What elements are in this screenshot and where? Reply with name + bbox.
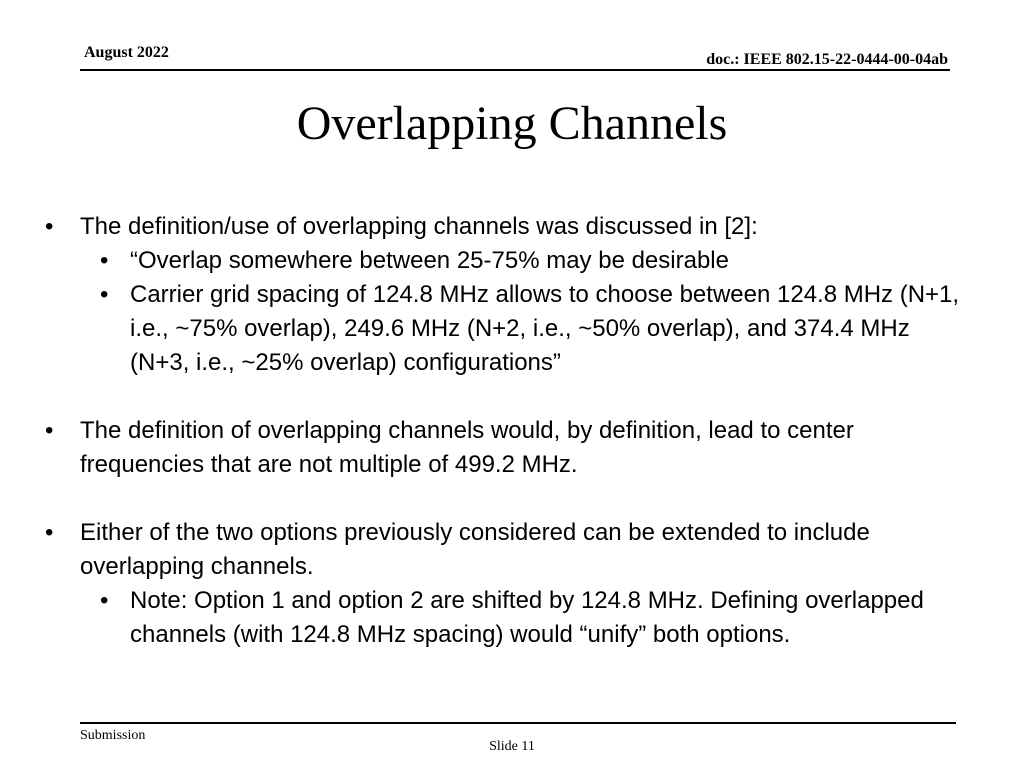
bullet-1-sub-1	[0, 244, 970, 278]
bullet-1-sub-2	[0, 278, 970, 380]
bullet-dot: •	[45, 213, 54, 240]
header-date: August 2022	[84, 44, 169, 61]
bullet-1-sub-1-text: “Overlap somewhere between 25-75% may be desirable	[130, 247, 729, 274]
bullet-1-text: The definition/use of overlapping channels was discussed in [2]:	[80, 213, 758, 240]
spacer	[0, 380, 1024, 414]
bullet-3	[0, 516, 965, 584]
sub-bullet-dot: •	[100, 247, 109, 274]
sub-bullet-dot: •	[100, 281, 109, 308]
bullet-3-text: Either of the two options previously considered can be extended to include overlapping channels.	[80, 519, 870, 580]
bullet-3-sub-1	[0, 584, 970, 652]
bullet-dot: •	[45, 417, 54, 444]
slide-body	[0, 210, 1024, 652]
footer-rule	[80, 722, 956, 724]
bullet-2-text: The definition of overlapping channels would, by definition, lead to center frequencies that are not multiple of 499.2 MHz.	[80, 417, 854, 478]
spacer	[0, 482, 1024, 516]
header-doc-id: doc.: IEEE 802.15-22-0444-00-04ab	[706, 51, 948, 68]
bullet-3-sub-1-text: Note: Option 1 and option 2 are shifted by 124.8 MHz. Defining overlapped channels (with 124.8 MHz spacing) would “unify” both options.	[130, 587, 924, 648]
header-rule	[80, 69, 950, 71]
footer-submission: Submission	[80, 728, 146, 743]
bullet-1-sub-2-text: Carrier grid spacing of 124.8 MHz allows to choose between 124.8 MHz (N+1, i.e., ~75% overlap), 249.6 MHz (N+2, i.e., ~50% overlap), and 374.4 MHz (N+3, i.e., ~25% overlap) configurations”	[130, 281, 960, 376]
bullet-1	[0, 210, 965, 244]
footer-slide-number: Slide 11	[489, 739, 535, 754]
bullet-dot: •	[45, 519, 54, 546]
sub-bullet-dot: •	[100, 587, 109, 614]
bullet-2	[0, 414, 965, 482]
slide-title: Overlapping Channels	[296, 97, 728, 150]
